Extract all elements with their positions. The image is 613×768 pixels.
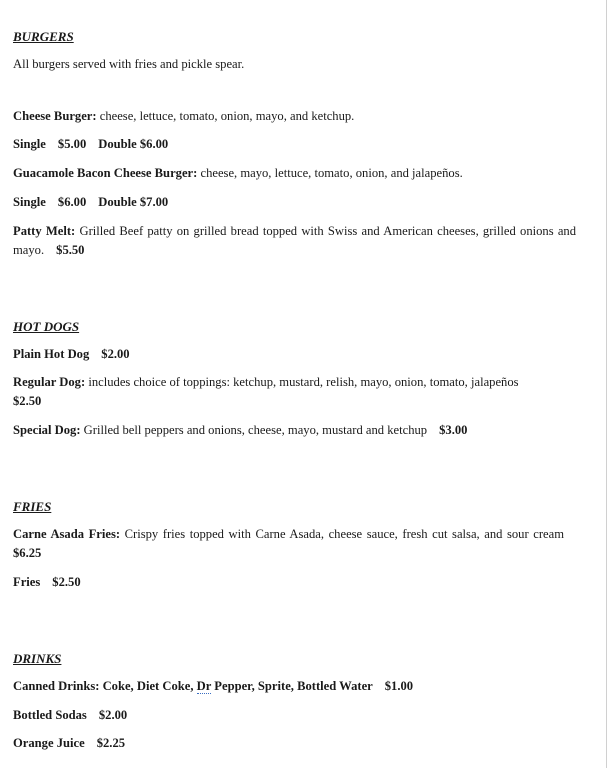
cheese-double-price: Double $6.00 — [98, 137, 169, 151]
cheese-single-price: $5.00 — [57, 137, 87, 151]
orange-juice-price: $2.25 — [96, 736, 126, 750]
plain-hot-dog-name: Plain Hot Dog — [13, 347, 90, 361]
page-edge — [606, 0, 607, 768]
cheese-burger-item — [13, 107, 576, 126]
special-dog-desc: Grilled bell peppers and onions, cheese, mayo, mustard and ketchup — [80, 423, 428, 437]
bottled-sodas-item — [13, 706, 576, 725]
plain-hot-dog-item — [13, 345, 576, 364]
carne-asada-fries-price: $6.25 — [13, 546, 42, 560]
guac-double-price: Double $7.00 — [98, 195, 169, 209]
plain-hot-dog-price: $2.00 — [101, 347, 130, 361]
regular-dog-price: $2.50 — [13, 394, 42, 408]
guac-burger-desc: cheese, mayo, lettuce, tomato, onion, and jalapeños. — [197, 166, 463, 180]
fries-heading: FRIES — [13, 499, 52, 514]
regular-dog-item — [13, 373, 576, 392]
patty-melt-desc: Grilled Beef patty on grilled bread topped with Swiss and American cheeses, grilled onions and mayo. — [13, 224, 577, 257]
special-dog-name: Special Dog: — [13, 423, 81, 437]
special-dog-price: $3.00 — [439, 423, 468, 437]
guac-burger-prices — [13, 193, 576, 212]
patty-melt-item — [13, 222, 576, 260]
bottled-sodas-price: $2.00 — [98, 708, 128, 722]
drinks-heading: DRINKS — [13, 651, 62, 666]
orange-juice-item — [13, 734, 576, 753]
canned-drinks-text-end: Pepper, Sprite, Bottled Water — [211, 679, 373, 693]
cheese-single-label: Single — [13, 137, 46, 151]
carne-asada-fries-item — [13, 525, 576, 563]
guac-single-price: $6.00 — [57, 195, 87, 209]
canned-drinks-item — [13, 677, 576, 696]
special-dog-item — [13, 421, 576, 440]
canned-drinks-price: $1.00 — [384, 679, 414, 693]
cheese-burger-name: Cheese Burger: — [13, 109, 97, 123]
carne-asada-fries-desc: Crispy fries topped with Carne Asada, cheese sauce, fresh cut salsa, and sour cream — [120, 527, 564, 541]
cheese-burger-desc: cheese, lettuce, tomato, onion, mayo, and ketchup. — [96, 109, 355, 123]
fries-name: Fries — [13, 575, 41, 589]
dr-spellcheck-word: Dr — [196, 679, 212, 693]
fries-item — [13, 573, 576, 592]
hotdogs-heading: HOT DOGS — [13, 319, 80, 334]
patty-melt-price: $5.50 — [56, 243, 85, 257]
regular-dog-desc: includes choice of toppings: ketchup, mustard, relish, mayo, onion, tomato, jalapeños — [85, 375, 519, 389]
bottled-sodas-name: Bottled Sodas — [13, 708, 87, 722]
burgers-note: All burgers served with fries and pickle spear. — [13, 57, 245, 71]
patty-melt-name: Patty Melt: — [13, 224, 76, 238]
guac-single-label: Single — [13, 195, 46, 209]
burgers-heading: BURGERS — [13, 29, 74, 44]
orange-juice-name: Orange Juice — [13, 736, 85, 750]
cheese-burger-prices — [13, 135, 576, 154]
canned-drinks-text-start: Canned Drinks: Coke, Diet Coke, — [13, 679, 197, 693]
carne-asada-fries-name: Carne Asada Fries: — [13, 527, 121, 541]
guac-burger-item — [13, 164, 576, 183]
guac-burger-name: Guacamole Bacon Cheese Burger: — [13, 166, 198, 180]
regular-dog-name: Regular Dog: — [13, 375, 86, 389]
fries-price: $2.50 — [52, 575, 81, 589]
